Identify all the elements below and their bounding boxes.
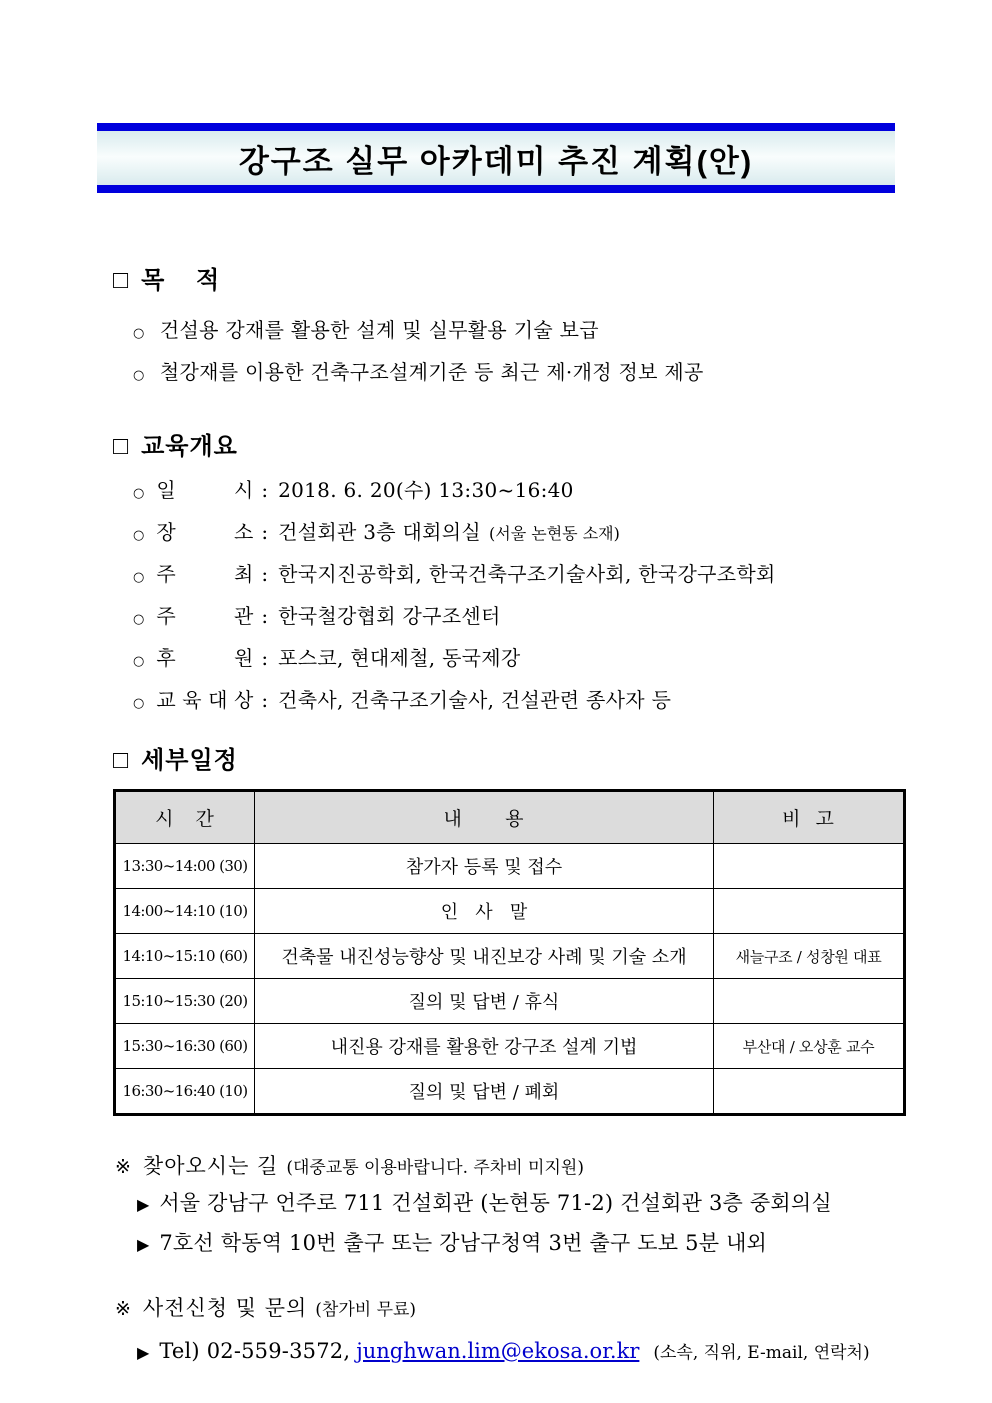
contact-tel-line [137, 1332, 992, 1372]
list-item [133, 555, 992, 597]
overview-item-label: 교 육 대 상 [156, 688, 254, 712]
schedule-remark-cell [714, 889, 905, 934]
arrow-bullet-icon: ▶ [137, 1235, 150, 1254]
section-square-icon: □ [113, 265, 129, 294]
list-item [137, 1224, 992, 1264]
table-row [115, 844, 905, 889]
overview-heading [113, 431, 992, 463]
label-colon: : [261, 688, 269, 712]
list-item [133, 681, 992, 723]
schedule-content-cell: 질의 및 답변 / 휴식 [255, 979, 714, 1024]
contact-section [115, 1292, 992, 1372]
purpose-heading [113, 265, 992, 297]
contact-note: (참가비 무료) [315, 1300, 417, 1320]
schedule-content-cell: 내진용 강재를 활용한 강구조 설계 기법 [255, 1024, 714, 1069]
overview-item-label: 주 최 [156, 562, 254, 586]
directions-line: 서울 강남구 언주로 711 건설회관 (논현동 71-2) 건설회관 3층 중회의실 [159, 1191, 832, 1215]
directions-section [115, 1150, 992, 1264]
schedule-header-row [115, 791, 905, 844]
overview-heading-label: 교육개요 [141, 433, 238, 460]
schedule-remark-cell [714, 844, 905, 889]
overview-item-value: 건축사, 건축구조기술사, 건설관련 종사자 등 [278, 688, 672, 712]
purpose-heading-label: 목 적 [141, 267, 221, 294]
circle-bullet-icon: ○ [133, 696, 145, 711]
overview-item-label: 후 원 [156, 646, 254, 670]
list-item [133, 597, 992, 639]
circle-bullet-icon: ○ [133, 326, 145, 341]
contact-suffix: (소속, 직위, E-mail, 연락처) [653, 1343, 870, 1363]
schedule-content-cell: 참가자 등록 및 접수 [255, 844, 714, 889]
circle-bullet-icon: ○ [133, 654, 145, 669]
purpose-item-text: 철강재를 이용한 건축구조설계기준 등 최근 제·개정 정보 제공 [159, 360, 704, 384]
circle-bullet-icon: ○ [133, 368, 145, 383]
schedule-remark-cell [714, 979, 905, 1024]
label-colon: : [261, 520, 269, 544]
overview-item-value: 한국철강협회 강구조센터 [278, 604, 501, 628]
overview-list [133, 471, 992, 723]
overview-item-note: (서울 논현동 소재) [489, 524, 620, 543]
list-item [137, 1184, 992, 1224]
title-banner [97, 123, 895, 193]
directions-title: 찾아오시는 길 [142, 1154, 279, 1178]
contact-tel: Tel) 02-559-3572, [159, 1339, 351, 1363]
schedule-remark-cell [714, 1069, 905, 1115]
schedule-header-remark: 비 고 [714, 791, 905, 844]
circle-bullet-icon: ○ [133, 612, 145, 627]
reference-mark-icon: ※ [115, 1156, 131, 1178]
schedule-time-cell: 14:10~15:10 (60) [115, 934, 255, 979]
overview-item-label: 주 관 [156, 604, 254, 628]
overview-item-value: 건설회관 3층 대회의실 [278, 520, 482, 544]
arrow-bullet-icon: ▶ [137, 1343, 150, 1362]
overview-item-value: 한국지진공학회, 한국건축구조기술사회, 한국강구조학회 [278, 562, 776, 586]
schedule-time-cell: 16:30~16:40 (10) [115, 1069, 255, 1115]
schedule-heading [113, 745, 992, 777]
table-row [115, 979, 905, 1024]
schedule-heading-label: 세부일정 [141, 747, 238, 774]
directions-line: 7호선 학동역 10번 출구 또는 강남구청역 3번 출구 도보 5분 내외 [159, 1231, 768, 1255]
label-colon: : [261, 562, 269, 586]
schedule-table [113, 789, 906, 1116]
overview-item-label: 일 시 [156, 478, 254, 502]
list-item [133, 353, 992, 395]
overview-item-value: 2018. 6. 20(수) 13:30~16:40 [278, 478, 574, 502]
schedule-header-time: 시 간 [115, 791, 255, 844]
table-row [115, 1024, 905, 1069]
list-item [133, 639, 992, 681]
list-item [133, 513, 992, 555]
schedule-header-content: 내 용 [255, 791, 714, 844]
list-item [133, 311, 992, 353]
section-square-icon: □ [113, 745, 129, 774]
purpose-item-text: 건설용 강재를 활용한 설계 및 실무활용 기술 보급 [159, 318, 599, 342]
contact-title-line [115, 1292, 992, 1326]
contact-title: 사전신청 및 문의 [142, 1296, 308, 1320]
schedule-content-cell: 건축물 내진성능향상 및 내진보강 사례 및 기술 소개 [255, 934, 714, 979]
email-link[interactable]: junghwan.lim@ekosa.or.kr [356, 1339, 640, 1363]
table-row [115, 934, 905, 979]
schedule-remark-cell: 새늘구조 / 성창원 대표 [714, 934, 905, 979]
directions-title-line [115, 1150, 992, 1184]
overview-item-label: 장 소 [156, 520, 254, 544]
list-item [133, 471, 992, 513]
schedule-time-cell: 14:00~14:10 (10) [115, 889, 255, 934]
reference-mark-icon: ※ [115, 1298, 131, 1320]
purpose-list [133, 311, 992, 395]
label-colon: : [261, 604, 269, 628]
label-colon: : [261, 478, 269, 502]
table-row [115, 889, 905, 934]
schedule-remark-cell: 부산대 / 오상훈 교수 [714, 1024, 905, 1069]
document-title: 강구조 실무 아카데미 추진 계획(안) [238, 143, 754, 179]
schedule-time-cell: 15:10~15:30 (20) [115, 979, 255, 1024]
circle-bullet-icon: ○ [133, 486, 145, 501]
schedule-time-cell: 13:30~14:00 (30) [115, 844, 255, 889]
schedule-time-cell: 15:30~16:30 (60) [115, 1024, 255, 1069]
overview-item-value: 포스코, 현대제철, 동국제강 [278, 646, 521, 670]
section-square-icon: □ [113, 431, 129, 460]
circle-bullet-icon: ○ [133, 570, 145, 585]
label-colon: : [261, 646, 269, 670]
circle-bullet-icon: ○ [133, 528, 145, 543]
arrow-bullet-icon: ▶ [137, 1195, 150, 1214]
schedule-content-cell: 질의 및 답변 / 폐회 [255, 1069, 714, 1115]
schedule-content-cell: 인 사 말 [255, 889, 714, 934]
table-row [115, 1069, 905, 1115]
directions-note: (대중교통 이용바랍니다. 주차비 미지원) [286, 1158, 584, 1178]
